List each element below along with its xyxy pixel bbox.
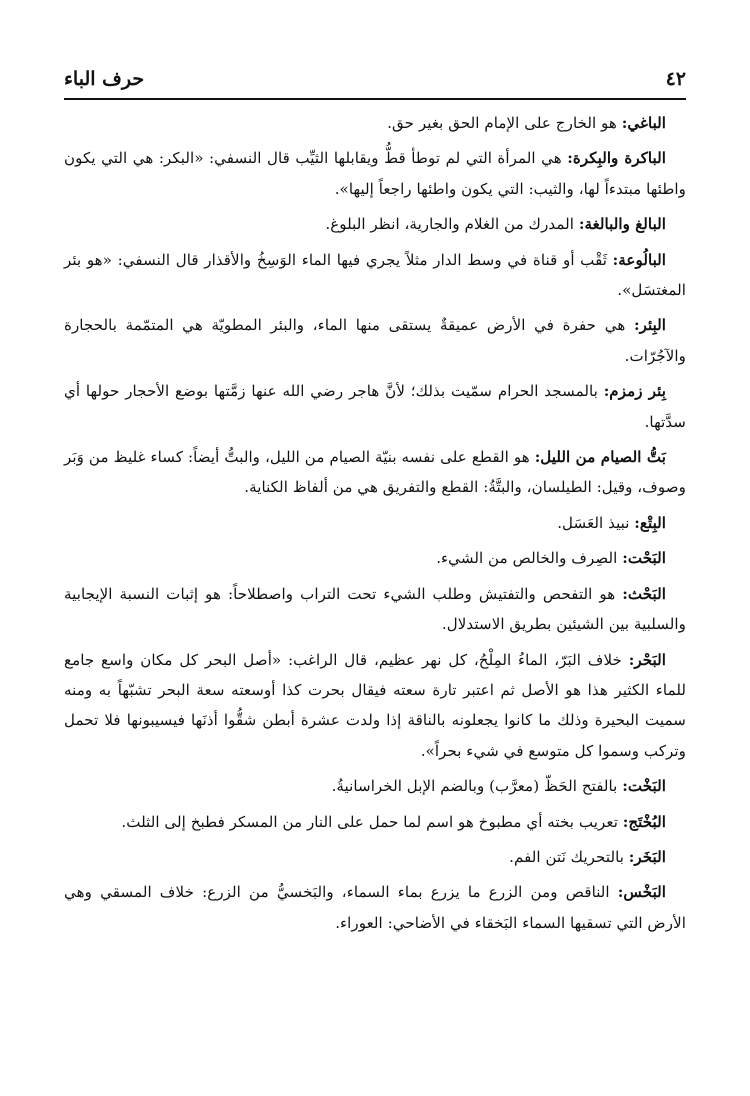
dictionary-entry	[64, 877, 686, 938]
section-title: حرف الباء	[64, 68, 145, 90]
dictionary-entry	[64, 842, 686, 872]
entry-term: البَحْث:	[622, 584, 666, 603]
entry-definition: هو الخارج على الإمام الحق بغير حق.	[387, 114, 622, 132]
dictionary-entry	[64, 245, 686, 306]
entry-definition: الصِرف والخالص من الشيء.	[436, 549, 623, 568]
dictionary-entry	[64, 108, 686, 138]
entry-term: البَحْر:	[628, 650, 666, 669]
dictionary-entry	[64, 376, 686, 437]
entry-term: الباكرة والبِكرة:	[567, 149, 666, 168]
entry-term: البَخْس:	[617, 883, 666, 902]
entry-definition: ثَقْب أو قناة في وسط الدار مثلاً يجري فيها الماء الوَسِخُ والأقذار قال النسفي: «هو بئر المغتسَل».	[64, 250, 686, 300]
entry-term: البالُوعة:	[612, 250, 666, 269]
dictionary-entry	[64, 771, 686, 801]
dictionary-entry	[64, 209, 686, 239]
entry-term: البَخَر:	[628, 847, 666, 866]
entry-definition: تعريب بخته أي مطبوخ هو اسم لما حمل على النار من المسكر فطبخ إلى الثلث.	[121, 812, 623, 831]
dictionary-entry	[64, 442, 686, 503]
dictionary-entry	[64, 579, 686, 640]
dictionary-entry	[64, 807, 686, 837]
dictionary-entry	[64, 508, 686, 538]
entry-definition: الناقص ومن الزرع ما يزرع بماء السماء، والبَخسيُّ من الزرع: خلاف المسقي وهي الأرض التي تسقيها السماء البَخقاء في الأضاحي: العوراء.	[64, 883, 686, 932]
dictionary-entry	[64, 143, 686, 204]
entry-definition: بالمسجد الحرام سمّيت بذلك؛ لأنَّ هاجر رضي الله عنها زمَّتها بوضع الأحجار حولها أي سدَّتها.	[64, 382, 686, 431]
entry-term: بَتُّ الصيام من الليل:	[534, 448, 666, 467]
entry-definition: المدرك من الغلام والجارية، انظر البلوغ.	[325, 215, 579, 234]
entry-term: البِئر:	[634, 316, 666, 335]
dictionary-entry	[64, 543, 686, 573]
entry-term: البِتْع:	[634, 513, 666, 532]
entry-definition: هي المرأة التي لم توطأ قطُّ ويقابلها الثيِّب قال النسفي: «البكر: هي التي يكون واطئها مبتدءاً لها، والثيب: التي يكون واطئها راجعاً إليها».	[64, 149, 686, 198]
entry-term: البَخْت:	[622, 777, 666, 796]
entry-definition: هو القطع على نفسه بنيّة الصيام من الليل، والبتُّ أيضاً: كساء غليظ من وَبَر وصوف، وقيل: الطيلسان، والبتَّةُ: القطع والتفريق هي من ألفاظ الكناية.	[64, 448, 686, 497]
entry-definition: هو التفحص والتفتيش وطلب الشيء تحت التراب واصطلاحاً: هو إثبات النسبة الإيجابية والسلبية بين الشيئين بطريق الاستدلال.	[64, 584, 686, 634]
entry-definition: بالتحريك نَتن الفم.	[509, 847, 629, 866]
page-header	[64, 60, 686, 90]
dictionary-entry	[64, 645, 686, 767]
entry-term: البَحْت:	[622, 549, 666, 568]
page-number: ٤٢	[665, 68, 686, 90]
entry-definition: هي حفرة في الأرض عميقةٌ يستقى منها الماء، والبئر المطويّة هي المتمّمة بالحجارة والآجُرّات.	[64, 316, 686, 365]
entry-definition: خلاف البَرّ، الماءُ المِلْحُ، كل نهر عظيم، قال الراغب: «أصل البحر كل مكان واسع جامع للماء الكثير هذا هو الأصل ثم اعتبر تارة سعته فيقال بحرت كذا أوسعته سعة البحر تشبّهاً به ومنه سميت البحيرة وذلك ما كانوا يجعلونه بالناقة إذا ولدت عشرة أبطن شقُّوا أذنَها فيسيبونها فلا تحمل وتركب وسموا كل متوسع في شيء بحراً».	[64, 650, 686, 760]
entry-term: الباغي:	[621, 114, 666, 132]
entry-definition: نبيذ العَسَل.	[557, 513, 635, 532]
entry-definition: بالفتح الحَظّ (معرَّب) وبالضم الإبل الخراسانيةُ.	[331, 777, 623, 796]
entry-term: بِئر زمزم:	[603, 382, 666, 401]
entry-term: البُخْتَج:	[622, 812, 666, 831]
entries-list	[64, 108, 686, 943]
entry-term: البالغ والبالغة:	[578, 215, 666, 234]
dictionary-entry	[64, 310, 686, 371]
header-rule	[64, 98, 686, 100]
